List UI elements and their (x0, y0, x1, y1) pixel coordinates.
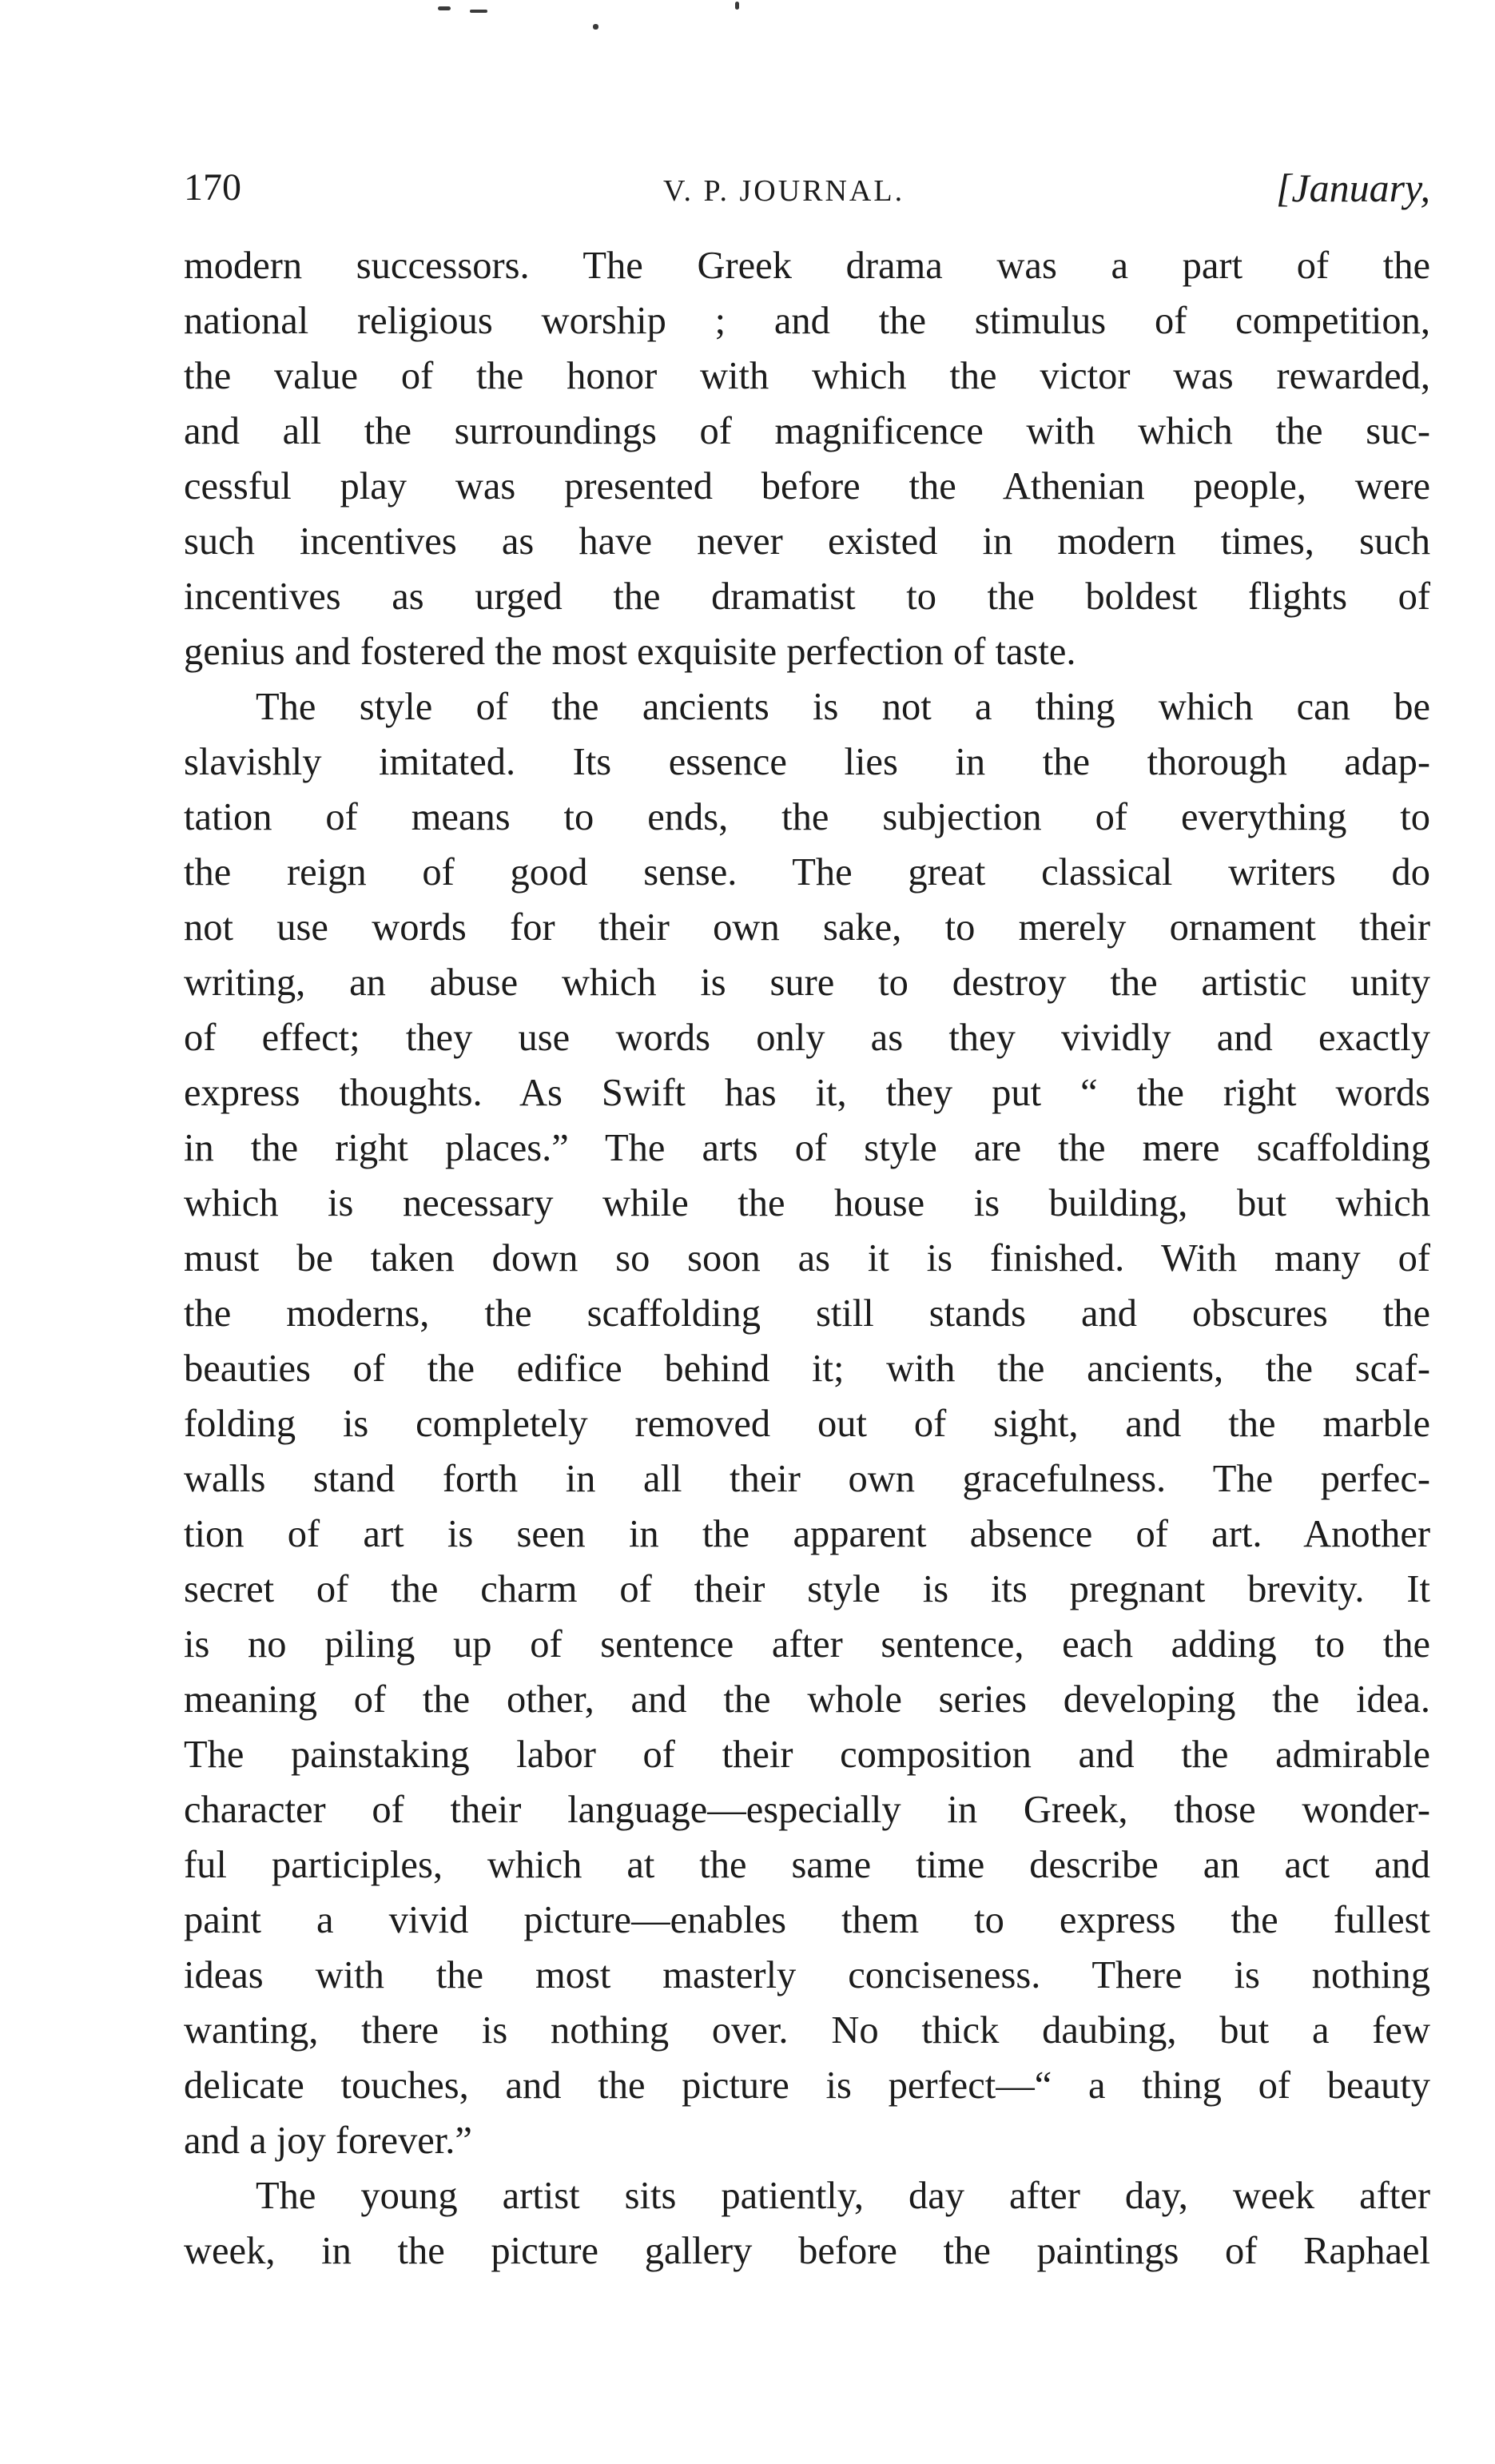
text-line: writing, an abuse which is sure to destroy the artistic unity (184, 961, 1430, 1004)
body-text (184, 238, 1430, 2279)
page-number: 170 (184, 166, 241, 209)
book-page (184, 160, 1430, 2279)
text-line: of effect; they use words only as they vividly and exactly (184, 1017, 1430, 1059)
text-line: which is necessary while the house is building, but which (184, 1182, 1430, 1224)
text-line: week, in the picture gallery before the paintings of Raphael (184, 2230, 1430, 2272)
text-line: meaning of the other, and the whole series developing the idea. (184, 1678, 1430, 1721)
paragraph (184, 2168, 1430, 2279)
text-line: incentives as urged the dramatist to the boldest flights of (184, 575, 1430, 618)
text-line: modern successors. The Greek drama was a part of the (184, 245, 1430, 287)
text-line: ful participles, which at the same time describe an act and (184, 1844, 1430, 1886)
text-line: must be taken down so soon as it is finished. With many of (184, 1237, 1430, 1280)
text-line: the value of the honor with which the victor was rewarded, (184, 355, 1430, 397)
text-line: secret of the charm of their style is its pregnant brevity. It (184, 1568, 1430, 1610)
paragraph (184, 238, 1430, 679)
text-line: ideas with the most masterly conciseness. There is nothing (184, 1954, 1430, 1996)
text-line: delicate touches, and the picture is perfect—“ a thing of beauty (184, 2064, 1430, 2107)
text-line: slavishly imitated. Its essence lies in the thorough adap- (184, 741, 1430, 783)
text-line: express thoughts. As Swift has it, they put “ the right words (184, 1072, 1430, 1114)
text-line: and a joy forever.” (184, 2120, 472, 2162)
text-line: character of their language—especially in Greek, those wonder- (184, 1789, 1430, 1831)
text-line: and all the surroundings of magnificence with which the suc- (184, 410, 1430, 452)
text-line: cessful play was presented before the Athenian people, were (184, 465, 1430, 508)
text-line: walls stand forth in all their own gracefulness. The perfec- (184, 1458, 1430, 1500)
text-line: such incentives as have never existed in modern times, such (184, 520, 1430, 563)
text-line: in the right places.” The arts of style are the mere scaffolding (184, 1127, 1430, 1169)
text-line: not use words for their own sake, to merely ornament their (184, 906, 1430, 949)
text-line: wanting, there is nothing over. No thick daubing, but a few (184, 2009, 1430, 2052)
ink-mark (438, 6, 451, 10)
text-line: paint a vivid picture—enables them to express the fullest (184, 1899, 1430, 1941)
text-line: tation of means to ends, the subjection of everything to (184, 796, 1430, 838)
text-line: The painstaking labor of their composition and the admirable (184, 1734, 1430, 1776)
running-date: [January, (1275, 165, 1430, 210)
text-line: the moderns, the scaffolding still stands and obscures the (184, 1292, 1430, 1335)
text-line: genius and fostered the most exquisite perfection of taste. (184, 631, 1076, 673)
text-line: The style of the ancients is not a thing which can be (256, 686, 1430, 728)
text-line: national religious worship ; and the stimulus of competition, (184, 300, 1430, 342)
text-line: the reign of good sense. The great classical writers do (184, 851, 1430, 894)
paragraph (184, 679, 1430, 2168)
top-edge-marks (0, 0, 1495, 96)
ink-mark (470, 10, 487, 13)
text-line: is no piling up of sentence after sentence, each adding to the (184, 1623, 1430, 1666)
ink-mark (593, 24, 598, 30)
text-line: beauties of the edifice behind it; with the ancients, the scaf- (184, 1347, 1430, 1390)
running-title: V. P. JOURNAL. (663, 174, 905, 208)
running-header (184, 160, 1430, 216)
text-line: tion of art is seen in the apparent absence of art. Another (184, 1513, 1430, 1555)
text-line: The young artist sits patiently, day after day, week after (256, 2175, 1430, 2217)
ink-mark (735, 2, 739, 10)
text-line: folding is completely removed out of sight, and the marble (184, 1403, 1430, 1445)
